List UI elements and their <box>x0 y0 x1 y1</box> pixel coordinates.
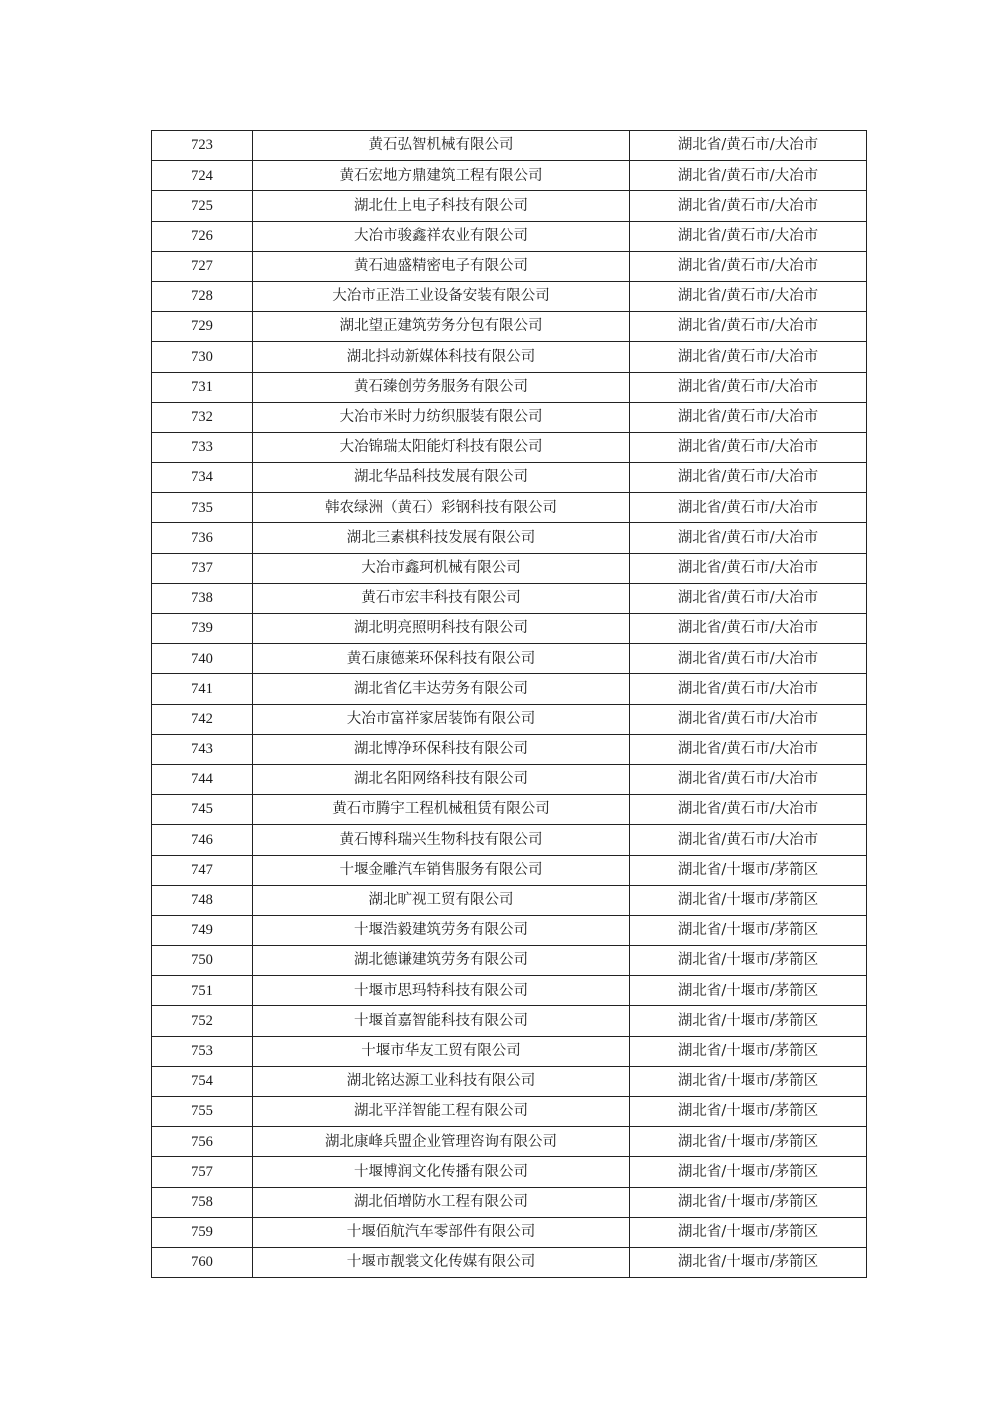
company-region: 湖北省/黄石市/大冶市 <box>630 674 867 704</box>
row-number: 727 <box>152 251 253 281</box>
table-row <box>152 493 867 523</box>
row-number: 753 <box>152 1036 253 1066</box>
row-number: 730 <box>152 342 253 372</box>
company-name: 十堰市思玛特科技有限公司 <box>253 976 630 1006</box>
company-name: 湖北仕上电子科技有限公司 <box>253 191 630 221</box>
table-row <box>152 795 867 825</box>
company-region: 湖北省/十堰市/茅箭区 <box>630 1036 867 1066</box>
company-name: 大冶锦瑞太阳能灯科技有限公司 <box>253 432 630 462</box>
table-row <box>152 1157 867 1187</box>
company-name: 大冶市米时力纺织服装有限公司 <box>253 402 630 432</box>
table-row <box>152 734 867 764</box>
table-row <box>152 855 867 885</box>
company-name: 湖北博净环保科技有限公司 <box>253 734 630 764</box>
company-region: 湖北省/十堰市/茅箭区 <box>630 1157 867 1187</box>
company-region: 湖北省/黄石市/大冶市 <box>630 161 867 191</box>
table-row <box>152 1127 867 1157</box>
table-row <box>152 221 867 251</box>
company-name: 十堰首嘉智能科技有限公司 <box>253 1006 630 1036</box>
company-region: 湖北省/十堰市/茅箭区 <box>630 1097 867 1127</box>
row-number: 747 <box>152 855 253 885</box>
company-region: 湖北省/黄石市/大冶市 <box>630 493 867 523</box>
company-name: 黄石博科瑞兴生物科技有限公司 <box>253 825 630 855</box>
table-row <box>152 342 867 372</box>
row-number: 749 <box>152 915 253 945</box>
row-number: 731 <box>152 372 253 402</box>
row-number: 750 <box>152 946 253 976</box>
company-name: 十堰市华友工贸有限公司 <box>253 1036 630 1066</box>
row-number: 726 <box>152 221 253 251</box>
company-region: 湖北省/十堰市/茅箭区 <box>630 976 867 1006</box>
company-region: 湖北省/黄石市/大冶市 <box>630 795 867 825</box>
company-name: 黄石臻创劳务服务有限公司 <box>253 372 630 402</box>
table-row <box>152 131 867 161</box>
company-region: 湖北省/黄石市/大冶市 <box>630 553 867 583</box>
company-region: 湖北省/黄石市/大冶市 <box>630 342 867 372</box>
row-number: 757 <box>152 1157 253 1187</box>
table-row <box>152 1247 867 1277</box>
table-row <box>152 402 867 432</box>
row-number: 756 <box>152 1127 253 1157</box>
company-name: 十堰浩毅建筑劳务有限公司 <box>253 915 630 945</box>
row-number: 741 <box>152 674 253 704</box>
company-name: 湖北德谦建筑劳务有限公司 <box>253 946 630 976</box>
table-row <box>152 161 867 191</box>
row-number: 759 <box>152 1217 253 1247</box>
company-region: 湖北省/十堰市/茅箭区 <box>630 915 867 945</box>
table-row <box>152 523 867 553</box>
company-name: 十堰博润文化传播有限公司 <box>253 1157 630 1187</box>
company-region: 湖北省/十堰市/茅箭区 <box>630 885 867 915</box>
table-row <box>152 946 867 976</box>
table-row <box>152 191 867 221</box>
table-row <box>152 251 867 281</box>
row-number: 742 <box>152 704 253 734</box>
company-region: 湖北省/黄石市/大冶市 <box>630 614 867 644</box>
table-row <box>152 674 867 704</box>
company-region: 湖北省/黄石市/大冶市 <box>630 463 867 493</box>
company-name: 湖北旷视工贸有限公司 <box>253 885 630 915</box>
row-number: 740 <box>152 644 253 674</box>
company-name: 大冶市骏鑫祥农业有限公司 <box>253 221 630 251</box>
company-name: 湖北名阳网络科技有限公司 <box>253 764 630 794</box>
row-number: 748 <box>152 885 253 915</box>
company-list-table <box>151 130 867 1278</box>
row-number: 734 <box>152 463 253 493</box>
table-row <box>152 1187 867 1217</box>
company-region: 湖北省/黄石市/大冶市 <box>630 825 867 855</box>
row-number: 758 <box>152 1187 253 1217</box>
row-number: 760 <box>152 1247 253 1277</box>
company-name: 大冶市富祥家居装饰有限公司 <box>253 704 630 734</box>
row-number: 743 <box>152 734 253 764</box>
row-number: 736 <box>152 523 253 553</box>
row-number: 733 <box>152 432 253 462</box>
row-number: 739 <box>152 614 253 644</box>
company-region: 湖北省/黄石市/大冶市 <box>630 191 867 221</box>
table-row <box>152 704 867 734</box>
row-number: 729 <box>152 312 253 342</box>
company-region: 湖北省/黄石市/大冶市 <box>630 131 867 161</box>
table-row <box>152 583 867 613</box>
row-number: 746 <box>152 825 253 855</box>
company-name: 黄石迪盛精密电子有限公司 <box>253 251 630 281</box>
row-number: 738 <box>152 583 253 613</box>
company-name: 黄石宏地方鼎建筑工程有限公司 <box>253 161 630 191</box>
company-name: 黄石弘智机械有限公司 <box>253 131 630 161</box>
company-name: 十堰金雕汽车销售服务有限公司 <box>253 855 630 885</box>
row-number: 724 <box>152 161 253 191</box>
company-name: 湖北三素棋科技发展有限公司 <box>253 523 630 553</box>
company-region: 湖北省/十堰市/茅箭区 <box>630 1247 867 1277</box>
table-row <box>152 1217 867 1247</box>
row-number: 737 <box>152 553 253 583</box>
company-region: 湖北省/黄石市/大冶市 <box>630 281 867 311</box>
company-region: 湖北省/十堰市/茅箭区 <box>630 1187 867 1217</box>
table-row <box>152 976 867 1006</box>
company-name: 湖北铭达源工业科技有限公司 <box>253 1066 630 1096</box>
company-name: 湖北佰增防水工程有限公司 <box>253 1187 630 1217</box>
row-number: 732 <box>152 402 253 432</box>
company-name: 湖北抖动新媒体科技有限公司 <box>253 342 630 372</box>
company-region: 湖北省/黄石市/大冶市 <box>630 251 867 281</box>
row-number: 725 <box>152 191 253 221</box>
table-row <box>152 1036 867 1066</box>
company-region: 湖北省/黄石市/大冶市 <box>630 312 867 342</box>
row-number: 744 <box>152 764 253 794</box>
row-number: 723 <box>152 131 253 161</box>
table-row <box>152 764 867 794</box>
company-region: 湖北省/黄石市/大冶市 <box>630 402 867 432</box>
company-name: 大冶市鑫珂机械有限公司 <box>253 553 630 583</box>
company-name: 湖北华品科技发展有限公司 <box>253 463 630 493</box>
row-number: 752 <box>152 1006 253 1036</box>
company-region: 湖北省/十堰市/茅箭区 <box>630 1006 867 1036</box>
company-region: 湖北省/黄石市/大冶市 <box>630 644 867 674</box>
company-name: 韩农绿洲（黄石）彩钢科技有限公司 <box>253 493 630 523</box>
table-row <box>152 432 867 462</box>
company-region: 湖北省/黄石市/大冶市 <box>630 432 867 462</box>
company-name: 黄石市宏丰科技有限公司 <box>253 583 630 613</box>
company-region: 湖北省/十堰市/茅箭区 <box>630 855 867 885</box>
company-region: 湖北省/十堰市/茅箭区 <box>630 1217 867 1247</box>
table-row <box>152 614 867 644</box>
company-region: 湖北省/十堰市/茅箭区 <box>630 1127 867 1157</box>
company-name: 大冶市正浩工业设备安装有限公司 <box>253 281 630 311</box>
row-number: 728 <box>152 281 253 311</box>
table-row <box>152 885 867 915</box>
company-name: 黄石康德莱环保科技有限公司 <box>253 644 630 674</box>
table-row <box>152 644 867 674</box>
company-name: 湖北望正建筑劳务分包有限公司 <box>253 312 630 342</box>
company-name: 湖北平洋智能工程有限公司 <box>253 1097 630 1127</box>
table-row <box>152 915 867 945</box>
company-region: 湖北省/黄石市/大冶市 <box>630 764 867 794</box>
company-region: 湖北省/十堰市/茅箭区 <box>630 946 867 976</box>
row-number: 755 <box>152 1097 253 1127</box>
company-name: 十堰佰航汽车零部件有限公司 <box>253 1217 630 1247</box>
company-region: 湖北省/黄石市/大冶市 <box>630 221 867 251</box>
row-number: 735 <box>152 493 253 523</box>
company-region: 湖北省/十堰市/茅箭区 <box>630 1066 867 1096</box>
company-name: 湖北康峰兵盟企业管理咨询有限公司 <box>253 1127 630 1157</box>
company-list-body <box>152 131 867 1278</box>
company-region: 湖北省/黄石市/大冶市 <box>630 734 867 764</box>
company-region: 湖北省/黄石市/大冶市 <box>630 523 867 553</box>
company-region: 湖北省/黄石市/大冶市 <box>630 704 867 734</box>
table-row <box>152 281 867 311</box>
company-name: 十堰市靓裳文化传媒有限公司 <box>253 1247 630 1277</box>
table-row <box>152 825 867 855</box>
company-name: 黄石市腾宇工程机械租赁有限公司 <box>253 795 630 825</box>
row-number: 745 <box>152 795 253 825</box>
row-number: 751 <box>152 976 253 1006</box>
table-row <box>152 553 867 583</box>
company-name: 湖北省亿丰达劳务有限公司 <box>253 674 630 704</box>
table-row <box>152 1006 867 1036</box>
company-name: 湖北明亮照明科技有限公司 <box>253 614 630 644</box>
row-number: 754 <box>152 1066 253 1096</box>
company-region: 湖北省/黄石市/大冶市 <box>630 372 867 402</box>
table-row <box>152 463 867 493</box>
table-row <box>152 1066 867 1096</box>
table-row <box>152 372 867 402</box>
table-row <box>152 312 867 342</box>
company-region: 湖北省/黄石市/大冶市 <box>630 583 867 613</box>
table-row <box>152 1097 867 1127</box>
